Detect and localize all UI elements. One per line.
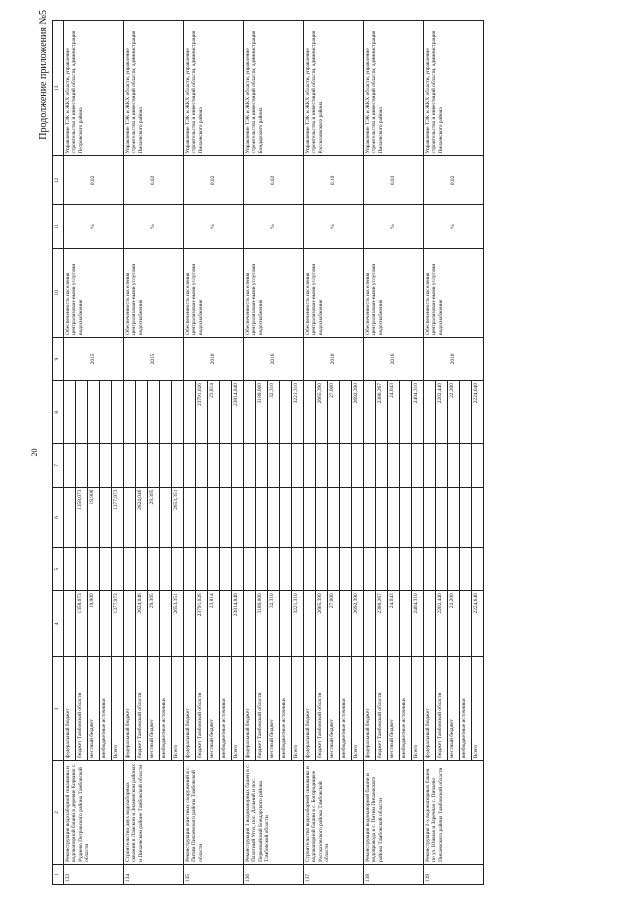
amount-2016: 27,000 [328, 381, 340, 444]
funding-source: местный бюджет [88, 657, 100, 761]
amount-total: 2665,390 [316, 591, 328, 657]
funding-source: федеральный бюджет [304, 657, 316, 761]
responsible-executor: Управление ТЭК и ЖКХ области, управление строительства и инвестиций области, администрация Пичаевского района [184, 21, 244, 156]
amount-2015 [304, 487, 316, 547]
funding-source: внебюджетные источники [160, 657, 172, 761]
amount-2016 [124, 381, 136, 444]
funding-source: федеральный бюджет [124, 657, 136, 761]
amount-2014 [412, 548, 424, 591]
amount-col7 [76, 444, 88, 487]
amount-2016 [220, 381, 232, 444]
amount-2014 [256, 548, 268, 591]
amount-2014 [352, 548, 364, 591]
amount-2016 [364, 381, 376, 444]
measure-number: 136 [244, 864, 304, 884]
amount-col7 [196, 444, 208, 487]
page-number: 20 [30, 448, 39, 457]
funding-source: федеральный бюджет [64, 657, 76, 761]
measure-name: Реконструкция 3 водонапорных башен в с. Пахотный Угол, пос. Дальний и пос. Первомайский Бондарского района Тамбовской области [244, 761, 304, 865]
amount-2014 [376, 548, 388, 591]
indicator-unit: % [64, 205, 124, 248]
measure-number: 133 [64, 864, 124, 884]
target-indicator: Обеспеченность населения централизован-ными услугами водоснабжения [64, 248, 124, 337]
amount-total: 22,200 [448, 591, 460, 657]
funding-source: Всего [412, 657, 424, 761]
table-row [424, 21, 436, 885]
amount-total: 23791,026 [196, 591, 208, 657]
amount-total: 2624,046 [136, 591, 148, 657]
amount-2016 [76, 381, 88, 444]
measure-number: 137 [304, 864, 364, 884]
amount-col7 [172, 444, 184, 487]
amount-col7 [448, 444, 460, 487]
amount-total [280, 591, 292, 657]
amount-col7 [88, 444, 100, 487]
amount-total: 2224,640 [472, 591, 484, 657]
amount-2016: 32,310 [268, 381, 280, 444]
amount-2015 [352, 487, 364, 547]
amount-col7 [340, 444, 352, 487]
funding-source: местный бюджет [208, 657, 220, 761]
column-number-8: 8 [53, 381, 64, 444]
implementation-year: 2015 [64, 337, 124, 380]
program-measures-table [52, 20, 484, 885]
funding-source: внебюджетные источники [340, 657, 352, 761]
amount-2016: 23791,026 [196, 381, 208, 444]
column-number-11: 11 [53, 205, 64, 248]
funding-source: местный бюджет [268, 657, 280, 761]
amount-col7 [232, 444, 244, 487]
amount-2015 [196, 487, 208, 547]
amount-total [244, 591, 256, 657]
amount-2014 [136, 548, 148, 591]
amount-2014 [472, 548, 484, 591]
amount-2015 [232, 487, 244, 547]
amount-2015 [376, 487, 388, 547]
funding-source: Всего [112, 657, 124, 761]
amount-2015 [280, 487, 292, 547]
amount-2016: 23814,840 [232, 381, 244, 444]
amount-col7 [208, 444, 220, 487]
responsible-executor: Управление ТЭК и ЖКХ области, управление строительства и инвестиций области, администрация Рассказовского района [304, 21, 364, 156]
amount-total: 3189,000 [256, 591, 268, 657]
measure-name: Реконструкция водозаборной скважины и водонапорной башни в деревне Коркино с. Руднево Петровского района Тамбовской области [64, 761, 124, 865]
measure-name: Строительство водозаборной скважины и водонапорной башни в с. Богородицкое Рассказовского района Тамбовской области [304, 761, 364, 865]
amount-2015 [316, 487, 328, 547]
column-number-1: 1 [53, 864, 64, 884]
amount-total: 23,814 [208, 591, 220, 657]
amount-total [460, 591, 472, 657]
column-number-header [53, 21, 64, 885]
amount-2016: 2380,267 [376, 381, 388, 444]
amount-2015 [124, 487, 136, 547]
amount-2016 [304, 381, 316, 444]
amount-total [160, 591, 172, 657]
amount-2015 [364, 487, 376, 547]
amount-total: 2653,351 [172, 591, 184, 657]
amount-col7 [364, 444, 376, 487]
amount-2015 [268, 487, 280, 547]
table-row [184, 21, 196, 885]
table-row [64, 21, 76, 885]
amount-2016: 3189,000 [256, 381, 268, 444]
implementation-year: 2016 [184, 337, 244, 380]
indicator-unit: % [184, 205, 244, 248]
amount-total: 1377,973 [112, 591, 124, 657]
amount-2015 [436, 487, 448, 547]
amount-total [304, 591, 316, 657]
funding-source: местный бюджет [388, 657, 400, 761]
funding-source: внебюджетные источники [100, 657, 112, 761]
column-number-6: 6 [53, 487, 64, 547]
target-indicator: Обеспеченность населения централизован-ными услугами водоснабжения [124, 248, 184, 337]
amount-2014 [220, 548, 232, 591]
target-indicator: Обеспеченность населения централизован-ными услугами водоснабжения [424, 248, 484, 337]
target-indicator: Обеспеченность населения централизован-ными услугами водоснабжения [364, 248, 424, 337]
amount-col7 [160, 444, 172, 487]
amount-2015 [244, 487, 256, 547]
amount-2016: 2202,440 [436, 381, 448, 444]
amount-total [400, 591, 412, 657]
amount-total [220, 591, 232, 657]
funding-source: Всего [232, 657, 244, 761]
appendix-note: Продолжение приложения №5 [38, 10, 49, 140]
amount-2016: 24,043 [388, 381, 400, 444]
amount-2014 [436, 548, 448, 591]
amount-col7 [256, 444, 268, 487]
column-number-10: 10 [53, 248, 64, 337]
funding-source: бюджет Тамбовской области [316, 657, 328, 761]
amount-col7 [436, 444, 448, 487]
amount-col7 [400, 444, 412, 487]
amount-2015: 2653,351 [172, 487, 184, 547]
amount-2015 [448, 487, 460, 547]
indicator-unit: % [364, 205, 424, 248]
amount-2014 [364, 548, 376, 591]
measure-name: Строительство двух водозаборных скважин в Ламском и Знаменском районах и Пичаевском районе Тамбовской области [124, 761, 184, 865]
amount-total [184, 591, 196, 657]
amount-2015 [340, 487, 352, 547]
indicator-value: 0,02 [64, 156, 124, 205]
amount-2014 [328, 548, 340, 591]
amount-2016 [64, 381, 76, 444]
amount-total: 2692,390 [352, 591, 364, 657]
amount-total: 23814,840 [232, 591, 244, 657]
funding-source: бюджет Тамбовской области [376, 657, 388, 761]
amount-total: 1358,073 [76, 591, 88, 657]
implementation-year: 2016 [304, 337, 364, 380]
indicator-value: 0,03 [364, 156, 424, 205]
amount-2016 [136, 381, 148, 444]
amount-col7 [316, 444, 328, 487]
amount-2014 [400, 548, 412, 591]
column-number-4: 4 [53, 591, 64, 657]
amount-total [340, 591, 352, 657]
amount-2014 [448, 548, 460, 591]
funding-source: Всего [172, 657, 184, 761]
amount-col7 [244, 444, 256, 487]
funding-source: федеральный бюджет [424, 657, 436, 761]
amount-2016 [88, 381, 100, 444]
amount-2014 [172, 548, 184, 591]
amount-2015 [400, 487, 412, 547]
amount-2015: 1358,073 [76, 487, 88, 547]
amount-2015 [388, 487, 400, 547]
amount-2016 [160, 381, 172, 444]
table-row [364, 21, 376, 885]
implementation-year: 2016 [364, 337, 424, 380]
amount-total: 29,305 [148, 591, 160, 657]
amount-2014 [316, 548, 328, 591]
amount-col7 [292, 444, 304, 487]
amount-2015 [208, 487, 220, 547]
amount-2016 [244, 381, 256, 444]
funding-source: Всего [352, 657, 364, 761]
amount-2015 [292, 487, 304, 547]
target-indicator: Обеспеченность населения централизован-ными услугами водоснабжения [184, 248, 244, 337]
amount-col7 [100, 444, 112, 487]
measure-number: 138 [364, 864, 424, 884]
column-number-9: 9 [53, 337, 64, 380]
amount-2016 [184, 381, 196, 444]
amount-2016 [460, 381, 472, 444]
amount-total: 19,900 [88, 591, 100, 657]
amount-2014 [148, 548, 160, 591]
funding-source: бюджет Тамбовской области [436, 657, 448, 761]
amount-2016: 22,200 [448, 381, 460, 444]
amount-2016 [100, 381, 112, 444]
amount-2015 [160, 487, 172, 547]
amount-2014 [340, 548, 352, 591]
amount-col7 [64, 444, 76, 487]
amount-2014 [208, 548, 220, 591]
implementation-year: 2015 [124, 337, 184, 380]
indicator-unit: % [424, 205, 484, 248]
funding-source: внебюджетные источники [280, 657, 292, 761]
funding-source: бюджет Тамбовской области [76, 657, 88, 761]
amount-col7 [424, 444, 436, 487]
responsible-executor: Управление ТЭК и ЖКХ области, управление строительства и инвестиций области, администрация Петровского района [64, 21, 124, 156]
funding-source: бюджет Тамбовской области [256, 657, 268, 761]
amount-2015 [460, 487, 472, 547]
responsible-executor: Управление ТЭК и ЖКХ области, управление строительства и инвестиций области, администрация Пичаевского района [424, 21, 484, 156]
amount-total [124, 591, 136, 657]
funding-source: внебюджетные источники [220, 657, 232, 761]
amount-2014 [424, 548, 436, 591]
amount-2014 [388, 548, 400, 591]
amount-2014 [196, 548, 208, 591]
measure-name: Реконструкция очистных сооружений в с. Питим Пичаевского района Тамбовской области [184, 761, 244, 865]
amount-2015 [220, 487, 232, 547]
responsible-executor: Управление ТЭК и ЖКХ области, управление строительства и инвестиций области, администрация Бондарского района [244, 21, 304, 156]
amount-col7 [352, 444, 364, 487]
column-number-5: 5 [53, 548, 64, 591]
amount-2016 [340, 381, 352, 444]
amount-col7 [304, 444, 316, 487]
amount-2015: 1377,973 [112, 487, 124, 547]
responsible-executor: Управление ТЭК и ЖКХ области, управление строительства и инвестиций области, администрация Пичаевского района [124, 21, 184, 156]
amount-total: 27,000 [328, 591, 340, 657]
amount-2016 [172, 381, 184, 444]
amount-2014 [244, 548, 256, 591]
amount-2014 [460, 548, 472, 591]
amount-col7 [472, 444, 484, 487]
funding-source: внебюджетные источники [400, 657, 412, 761]
funding-source: местный бюджет [148, 657, 160, 761]
amount-total: 2202,440 [436, 591, 448, 657]
amount-2016: 2404,310 [412, 381, 424, 444]
amount-col7 [268, 444, 280, 487]
amount-2016 [280, 381, 292, 444]
amount-2016: 3221,310 [292, 381, 304, 444]
target-indicator: Обеспеченность населения централизован-ными услугами водоснабжения [244, 248, 304, 337]
amount-2014 [160, 548, 172, 591]
amount-2014 [268, 548, 280, 591]
target-indicator: Обеспеченность населения централизован-ными услугами водоснабжения [304, 248, 364, 337]
amount-col7 [412, 444, 424, 487]
amount-col7 [388, 444, 400, 487]
table-row [124, 21, 136, 885]
amount-2016 [400, 381, 412, 444]
amount-2016: 2665,390 [316, 381, 328, 444]
amount-2015 [472, 487, 484, 547]
amount-col7 [376, 444, 388, 487]
funding-source: федеральный бюджет [364, 657, 376, 761]
amount-col7 [124, 444, 136, 487]
responsible-executor: Управление ТЭК и ЖКХ области, управление строительства и инвестиций области, администрация Пичаевского района [364, 21, 424, 156]
amount-col7 [460, 444, 472, 487]
amount-2016: 2224,640 [472, 381, 484, 444]
amount-2016 [424, 381, 436, 444]
indicator-value: 0,02 [424, 156, 484, 205]
amount-2014 [292, 548, 304, 591]
amount-2014 [184, 548, 196, 591]
column-number-3: 3 [53, 657, 64, 761]
indicator-unit: % [124, 205, 184, 248]
amount-2015 [184, 487, 196, 547]
amount-2015 [424, 487, 436, 547]
implementation-year: 2016 [244, 337, 304, 380]
column-number-2: 2 [53, 761, 64, 865]
amount-total: 2404,310 [412, 591, 424, 657]
amount-col7 [112, 444, 124, 487]
amount-2014 [112, 548, 124, 591]
indicator-value: 0,02 [124, 156, 184, 205]
amount-2014 [100, 548, 112, 591]
amount-2015 [412, 487, 424, 547]
funding-source: федеральный бюджет [184, 657, 196, 761]
amount-total [100, 591, 112, 657]
amount-2015 [64, 487, 76, 547]
indicator-value: 0,10 [304, 156, 364, 205]
amount-2015: 29,305 [148, 487, 160, 547]
measure-name: Реконструкция 2-х водонапорных башен по ул. Южная и Заречная с. Пичаево Пичаевского района Тамбовской области [424, 761, 484, 865]
amount-total: 32,310 [268, 591, 280, 657]
amount-2016: 23,814 [208, 381, 220, 444]
measure-number: 135 [184, 864, 244, 884]
funding-source: Всего [472, 657, 484, 761]
amount-total: 2380,267 [376, 591, 388, 657]
amount-2014 [76, 548, 88, 591]
funding-source: Всего [292, 657, 304, 761]
funding-source: бюджет Тамбовской области [136, 657, 148, 761]
indicator-unit: % [304, 205, 364, 248]
measure-number: 139 [424, 864, 484, 884]
amount-total: 24,043 [388, 591, 400, 657]
table-row [244, 21, 256, 885]
amount-col7 [136, 444, 148, 487]
amount-2016 [148, 381, 160, 444]
measure-name: Реконструкция водонапорной башни и водопровода в с. Питим Пичаевского района Тамбовской области [364, 761, 424, 865]
amount-col7 [220, 444, 232, 487]
funding-source: местный бюджет [448, 657, 460, 761]
amount-col7 [280, 444, 292, 487]
amount-2014 [88, 548, 100, 591]
amount-2015 [100, 487, 112, 547]
amount-2014 [64, 548, 76, 591]
amount-col7 [328, 444, 340, 487]
amount-2014 [280, 548, 292, 591]
amount-total [424, 591, 436, 657]
amount-2014 [232, 548, 244, 591]
amount-col7 [184, 444, 196, 487]
indicator-unit: % [244, 205, 304, 248]
amount-col7 [148, 444, 160, 487]
amount-total [64, 591, 76, 657]
indicator-value: 0,02 [184, 156, 244, 205]
column-number-7: 7 [53, 444, 64, 487]
funding-source: федеральный бюджет [244, 657, 256, 761]
column-number-12: 12 [53, 156, 64, 205]
amount-2014 [124, 548, 136, 591]
amount-2016: 2692,390 [352, 381, 364, 444]
implementation-year: 2016 [424, 337, 484, 380]
funding-source: бюджет Тамбовской области [196, 657, 208, 761]
column-number-13: 13 [53, 21, 64, 156]
funding-source: местный бюджет [328, 657, 340, 761]
indicator-value: 0,02 [244, 156, 304, 205]
funding-source: внебюджетные источники [460, 657, 472, 761]
measure-number: 134 [124, 864, 184, 884]
amount-2016 [112, 381, 124, 444]
amount-2015: 2624,046 [136, 487, 148, 547]
table-body [64, 21, 484, 885]
amount-2015 [256, 487, 268, 547]
amount-total: 3221,310 [292, 591, 304, 657]
table-row [304, 21, 316, 885]
amount-2014 [304, 548, 316, 591]
amount-2015 [328, 487, 340, 547]
amount-2015: 19,900 [88, 487, 100, 547]
amount-total [364, 591, 376, 657]
